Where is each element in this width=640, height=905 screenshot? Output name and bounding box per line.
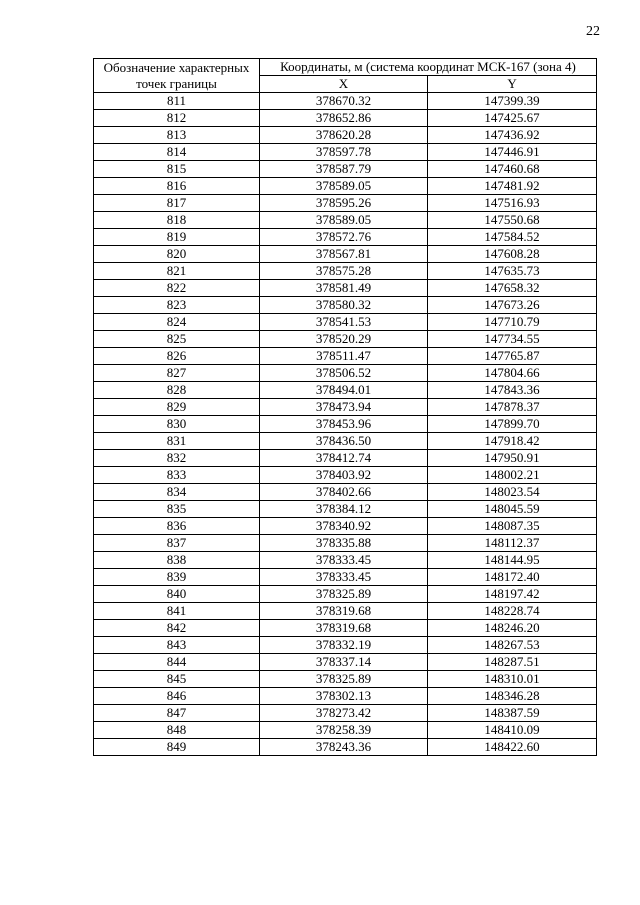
table-row <box>94 93 597 110</box>
y-coordinate-cell: 148112.37 <box>428 535 597 552</box>
table-row <box>94 739 597 756</box>
y-coordinate-cell: 147843.36 <box>428 382 597 399</box>
y-coordinate-cell: 147899.70 <box>428 416 597 433</box>
x-coordinate-cell: 378581.49 <box>260 280 428 297</box>
point-id-cell: 836 <box>94 518 260 535</box>
table-row <box>94 620 597 637</box>
x-coordinate-cell: 378575.28 <box>260 263 428 280</box>
x-coordinate-cell: 378319.68 <box>260 620 428 637</box>
y-coordinate-cell: 147950.91 <box>428 450 597 467</box>
y-coordinate-cell: 148410.09 <box>428 722 597 739</box>
header-coordinates-group: Координаты, м (система координат МСК-167 (зона 4) <box>260 59 597 76</box>
point-id-cell: 839 <box>94 569 260 586</box>
table-row <box>94 467 597 484</box>
table-row <box>94 110 597 127</box>
point-id-cell: 832 <box>94 450 260 467</box>
x-coordinate-cell: 378580.32 <box>260 297 428 314</box>
point-id-cell: 830 <box>94 416 260 433</box>
y-coordinate-cell: 147918.42 <box>428 433 597 450</box>
x-coordinate-cell: 378494.01 <box>260 382 428 399</box>
point-id-cell: 819 <box>94 229 260 246</box>
x-coordinate-cell: 378670.32 <box>260 93 428 110</box>
y-coordinate-cell: 148246.20 <box>428 620 597 637</box>
point-id-cell: 821 <box>94 263 260 280</box>
x-coordinate-cell: 378332.19 <box>260 637 428 654</box>
x-coordinate-cell: 378511.47 <box>260 348 428 365</box>
x-coordinate-cell: 378403.92 <box>260 467 428 484</box>
point-id-cell: 824 <box>94 314 260 331</box>
point-id-cell: 834 <box>94 484 260 501</box>
x-coordinate-cell: 378258.39 <box>260 722 428 739</box>
point-id-cell: 843 <box>94 637 260 654</box>
table-row <box>94 127 597 144</box>
y-coordinate-cell: 148387.59 <box>428 705 597 722</box>
table-row <box>94 297 597 314</box>
point-id-cell: 816 <box>94 178 260 195</box>
point-id-cell: 812 <box>94 110 260 127</box>
x-coordinate-cell: 378453.96 <box>260 416 428 433</box>
y-coordinate-cell: 147734.55 <box>428 331 597 348</box>
table-row <box>94 654 597 671</box>
point-id-cell: 828 <box>94 382 260 399</box>
x-coordinate-cell: 378335.88 <box>260 535 428 552</box>
y-coordinate-cell: 147673.26 <box>428 297 597 314</box>
x-coordinate-cell: 378333.45 <box>260 569 428 586</box>
x-coordinate-cell: 378587.79 <box>260 161 428 178</box>
point-id-cell: 840 <box>94 586 260 603</box>
y-coordinate-cell: 148197.42 <box>428 586 597 603</box>
table-row <box>94 280 597 297</box>
point-id-cell: 827 <box>94 365 260 382</box>
y-coordinate-cell: 147481.92 <box>428 178 597 195</box>
x-coordinate-cell: 378273.42 <box>260 705 428 722</box>
table-row <box>94 399 597 416</box>
x-coordinate-cell: 378473.94 <box>260 399 428 416</box>
point-id-cell: 844 <box>94 654 260 671</box>
table-row <box>94 484 597 501</box>
point-id-cell: 849 <box>94 739 260 756</box>
x-coordinate-cell: 378302.13 <box>260 688 428 705</box>
x-coordinate-cell: 378243.36 <box>260 739 428 756</box>
x-coordinate-cell: 378589.05 <box>260 212 428 229</box>
table-row <box>94 552 597 569</box>
x-coordinate-cell: 378384.12 <box>260 501 428 518</box>
y-coordinate-cell: 148422.60 <box>428 739 597 756</box>
x-coordinate-cell: 378325.89 <box>260 586 428 603</box>
point-id-cell: 820 <box>94 246 260 263</box>
table-row <box>94 331 597 348</box>
y-coordinate-cell: 147635.73 <box>428 263 597 280</box>
x-coordinate-cell: 378589.05 <box>260 178 428 195</box>
point-id-cell: 811 <box>94 93 260 110</box>
y-coordinate-cell: 147550.68 <box>428 212 597 229</box>
point-id-cell: 825 <box>94 331 260 348</box>
table-row <box>94 348 597 365</box>
point-id-cell: 845 <box>94 671 260 688</box>
table-row <box>94 365 597 382</box>
point-id-cell: 831 <box>94 433 260 450</box>
table-row <box>94 518 597 535</box>
table-row <box>94 263 597 280</box>
y-coordinate-cell: 148087.35 <box>428 518 597 535</box>
point-id-cell: 848 <box>94 722 260 739</box>
x-coordinate-cell: 378506.52 <box>260 365 428 382</box>
table-row <box>94 416 597 433</box>
x-coordinate-cell: 378337.14 <box>260 654 428 671</box>
x-coordinate-cell: 378319.68 <box>260 603 428 620</box>
x-coordinate-cell: 378333.45 <box>260 552 428 569</box>
x-coordinate-cell: 378402.66 <box>260 484 428 501</box>
table-body <box>94 93 597 756</box>
y-coordinate-cell: 147658.32 <box>428 280 597 297</box>
point-id-cell: 842 <box>94 620 260 637</box>
point-id-cell: 826 <box>94 348 260 365</box>
y-coordinate-cell: 148172.40 <box>428 569 597 586</box>
point-id-cell: 813 <box>94 127 260 144</box>
x-coordinate-cell: 378436.50 <box>260 433 428 450</box>
y-coordinate-cell: 147878.37 <box>428 399 597 416</box>
point-id-cell: 817 <box>94 195 260 212</box>
table-row <box>94 603 597 620</box>
point-id-cell: 815 <box>94 161 260 178</box>
point-id-cell: 846 <box>94 688 260 705</box>
table-row <box>94 178 597 195</box>
y-coordinate-cell: 147710.79 <box>428 314 597 331</box>
header-x: X <box>260 76 428 93</box>
table-row <box>94 161 597 178</box>
y-coordinate-cell: 148023.54 <box>428 484 597 501</box>
table-row <box>94 569 597 586</box>
x-coordinate-cell: 378541.53 <box>260 314 428 331</box>
table-row <box>94 229 597 246</box>
y-coordinate-cell: 147516.93 <box>428 195 597 212</box>
point-id-cell: 829 <box>94 399 260 416</box>
page-number: 22 <box>586 24 600 39</box>
y-coordinate-cell: 148002.21 <box>428 467 597 484</box>
table-row <box>94 314 597 331</box>
x-coordinate-cell: 378567.81 <box>260 246 428 263</box>
table-row <box>94 722 597 739</box>
table-row <box>94 144 597 161</box>
table-row <box>94 433 597 450</box>
y-coordinate-cell: 148228.74 <box>428 603 597 620</box>
table-row <box>94 637 597 654</box>
y-coordinate-cell: 148045.59 <box>428 501 597 518</box>
x-coordinate-cell: 378572.76 <box>260 229 428 246</box>
y-coordinate-cell: 148287.51 <box>428 654 597 671</box>
point-id-cell: 818 <box>94 212 260 229</box>
y-coordinate-cell: 148144.95 <box>428 552 597 569</box>
x-coordinate-cell: 378652.86 <box>260 110 428 127</box>
point-id-cell: 841 <box>94 603 260 620</box>
point-id-cell: 833 <box>94 467 260 484</box>
x-coordinate-cell: 378595.26 <box>260 195 428 212</box>
point-id-cell: 814 <box>94 144 260 161</box>
table-row <box>94 671 597 688</box>
table-row <box>94 586 597 603</box>
y-coordinate-cell: 147608.28 <box>428 246 597 263</box>
y-coordinate-cell: 147399.39 <box>428 93 597 110</box>
table-row <box>94 705 597 722</box>
point-id-cell: 823 <box>94 297 260 314</box>
point-id-cell: 837 <box>94 535 260 552</box>
y-coordinate-cell: 148310.01 <box>428 671 597 688</box>
x-coordinate-cell: 378520.29 <box>260 331 428 348</box>
table-row <box>94 450 597 467</box>
x-coordinate-cell: 378340.92 <box>260 518 428 535</box>
y-coordinate-cell: 147804.66 <box>428 365 597 382</box>
y-coordinate-cell: 147425.67 <box>428 110 597 127</box>
x-coordinate-cell: 378412.74 <box>260 450 428 467</box>
y-coordinate-cell: 147765.87 <box>428 348 597 365</box>
y-coordinate-cell: 148267.53 <box>428 637 597 654</box>
table-row <box>94 535 597 552</box>
y-coordinate-cell: 147436.92 <box>428 127 597 144</box>
table-row <box>94 688 597 705</box>
x-coordinate-cell: 378620.28 <box>260 127 428 144</box>
y-coordinate-cell: 147446.91 <box>428 144 597 161</box>
x-coordinate-cell: 378597.78 <box>260 144 428 161</box>
table-row <box>94 212 597 229</box>
header-y: Y <box>428 76 597 93</box>
table-row <box>94 246 597 263</box>
table-row <box>94 501 597 518</box>
point-id-cell: 847 <box>94 705 260 722</box>
table-row <box>94 382 597 399</box>
header-point-label: Обозначение характерных точек границы <box>94 59 260 93</box>
y-coordinate-cell: 147584.52 <box>428 229 597 246</box>
y-coordinate-cell: 147460.68 <box>428 161 597 178</box>
table-row <box>94 195 597 212</box>
point-id-cell: 822 <box>94 280 260 297</box>
y-coordinate-cell: 148346.28 <box>428 688 597 705</box>
point-id-cell: 838 <box>94 552 260 569</box>
point-id-cell: 835 <box>94 501 260 518</box>
x-coordinate-cell: 378325.89 <box>260 671 428 688</box>
coordinates-table <box>93 58 597 756</box>
